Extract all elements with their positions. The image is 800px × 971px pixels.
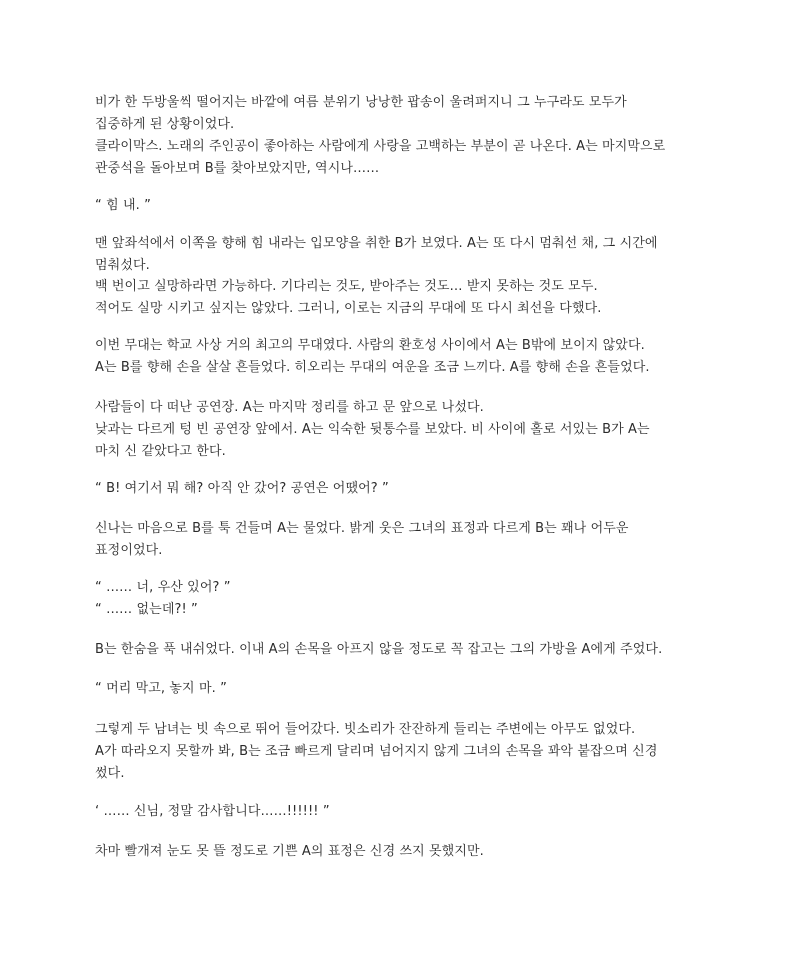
text-line: 비가 한 두방울씩 떨어지는 바깥에 여름 분위기 낭낭한 팝송이 울려퍼지니 그 누구라도 모두가 <box>95 95 627 110</box>
text-line: 이번 무대는 학교 사상 거의 최고의 무대였다. 사람의 환호성 사이에서 A는 B밖에 보이지 않았다. <box>95 338 645 353</box>
text-line: “ 머리 막고, 놓지 마. ” <box>95 681 227 696</box>
text-line: 멈춰섰다. <box>95 258 150 273</box>
text-line: 집중하게 된 상황이었다. <box>95 117 235 132</box>
text-line: “ 힘 내. ” <box>95 198 151 213</box>
text-line: 클라이막스. 노래의 주인공이 좋아하는 사람에게 사랑을 고백하는 부분이 곧 나온다. A는 마지막으로 <box>95 139 666 154</box>
text-line: 적어도 실망 시키고 싶지는 않았다. 그러니, 이로는 지금의 무대에 또 다시 최선을 다했다. <box>95 301 602 316</box>
text-line: ‘ …… 신님, 정말 감사합니다……!!!!!! ” <box>95 804 330 819</box>
text-line: 썼다. <box>95 766 125 781</box>
text-line: 그렇게 두 남녀는 빗 속으로 뛰어 들어갔다. 빗소리가 잔잔하게 들리는 주변에는 아무도 없었다. <box>95 722 636 737</box>
text-line: A가 따라오지 못할까 봐, B는 조금 빠르게 달리며 넘어지지 않게 그녀의 손목을 꽈악 붙잡으며 신경 <box>95 744 658 759</box>
text-line: 차마 빨개져 눈도 못 뜰 정도로 기쁜 A의 표정은 신경 쓰지 못했지만. <box>95 844 484 859</box>
text-line: 관중석을 돌아보며 B를 찾아보았지만, 역시나…… <box>95 161 380 176</box>
text-line: 마치 신 같았다고 한다. <box>95 444 226 459</box>
text-line: 낮과는 다르게 텅 빈 공연장 앞에서. A는 익숙한 뒷통수를 보았다. 비 사이에 홀로 서있는 B가 A는 <box>95 422 650 437</box>
text-line: 맨 앞좌석에서 이쪽을 향해 힘 내라는 입모양을 취한 B가 보였다. A는 또 다시 멈춰선 채, 그 시간에 <box>95 236 658 251</box>
text-line: 백 번이고 실망하라면 가능하다. 기다리는 것도, 받아주는 것도… 받지 못하는 것도 모두. <box>95 279 598 294</box>
text-line: 신나는 마음으로 B를 툭 건들며 A는 물었다. 밝게 웃은 그녀의 표정과 다르게 B는 꽤나 어두운 <box>95 521 629 536</box>
text-line: A는 B를 향해 손을 살살 흔들었다. 히오리는 무대의 여운을 조금 느끼다. A를 향해 손을 흔들었다. <box>95 360 650 375</box>
text-line: “ B! 여기서 뭐 해? 아직 안 갔어? 공연은 어땠어? ” <box>95 481 389 496</box>
text-line: “ …… 너, 우산 있어? ” <box>95 580 231 595</box>
text-line: 표정이었다. <box>95 543 163 558</box>
text-line: “ …… 없는데?! ” <box>95 602 198 617</box>
text-line: B는 한숨을 푹 내쉬었다. 이내 A의 손목을 아프지 않을 정도로 꼭 잡고는 그의 가방을 A에게 주었다. <box>95 642 663 657</box>
text-line: 사람들이 다 떠난 공연장. A는 마지막 정리를 하고 문 앞으로 나섰다. <box>95 400 484 415</box>
